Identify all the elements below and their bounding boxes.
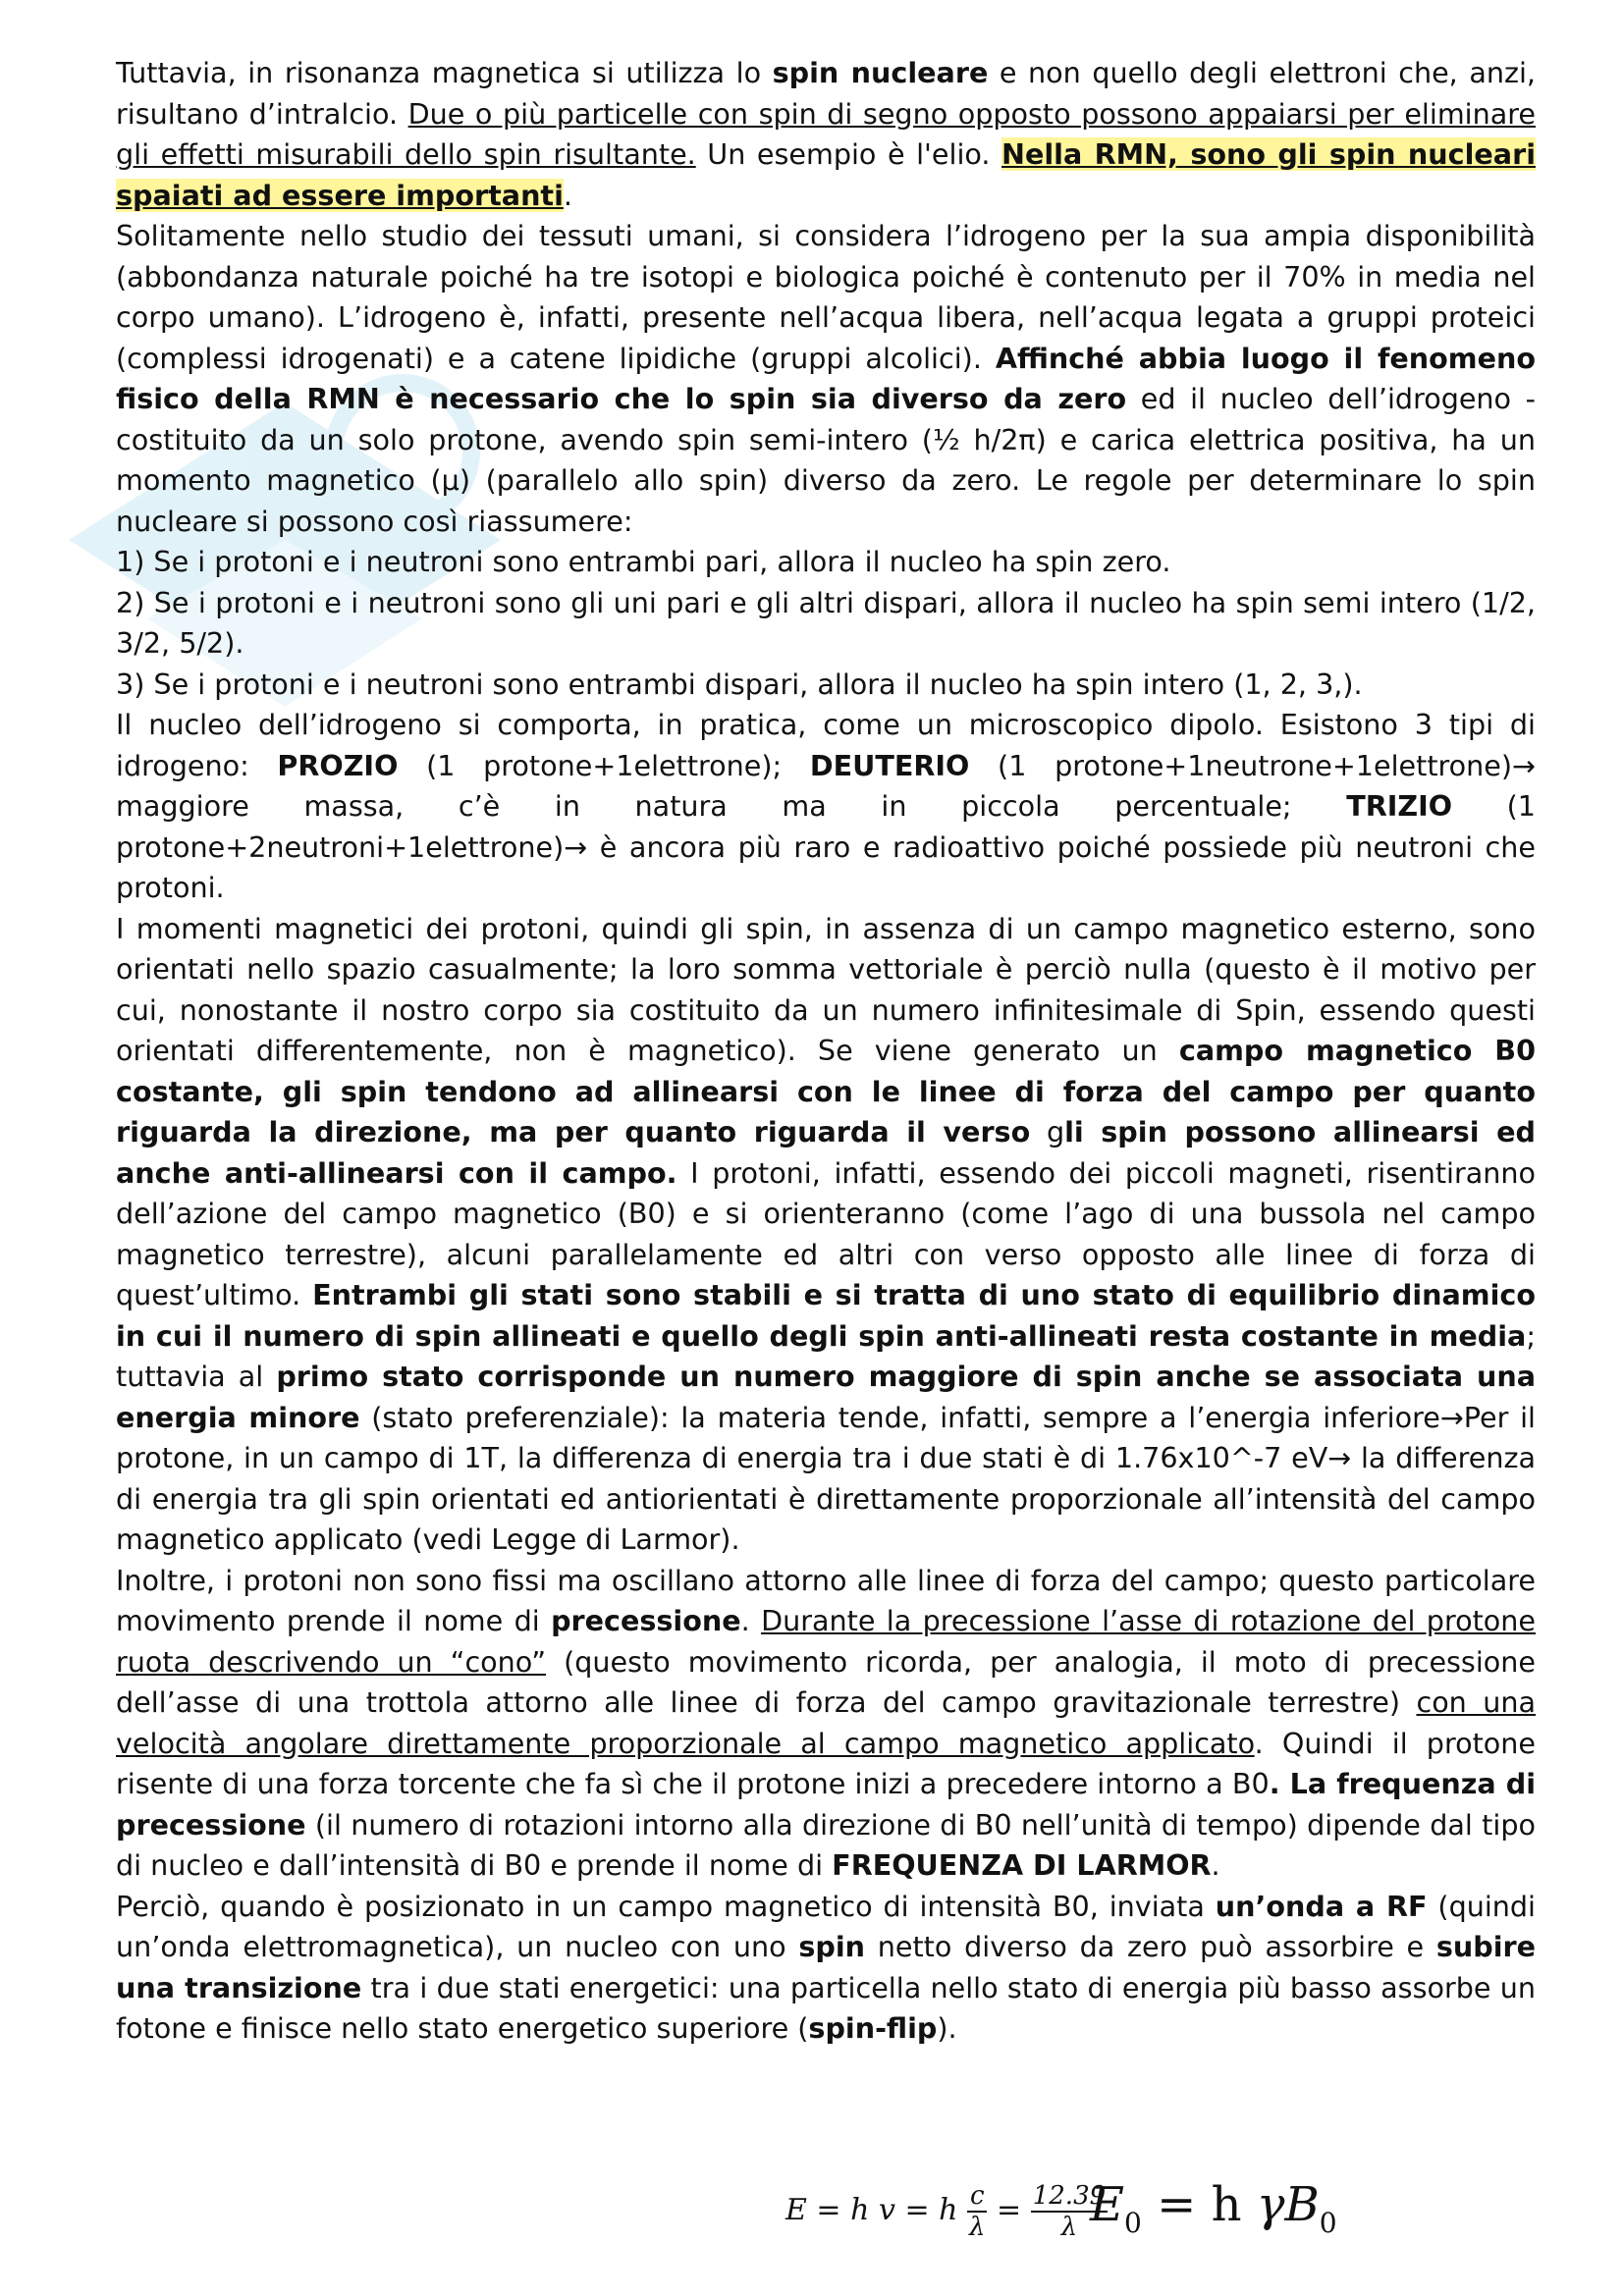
paragraph-p9 xyxy=(116,1887,1536,2050)
text-run: . xyxy=(1211,1848,1220,1882)
text-run: (il numero di rotazioni intorno alla direzione di B0 nell’unità di tempo) dipende dal tipo di nucleo e dall’intensità di B0 e prende il nome di xyxy=(116,1807,1536,1882)
text-run: tra i due stati energetici: una particella nello stato di energia più basso assorbe un fotone e finisce nello stato energetico superiore ( xyxy=(116,1970,1536,2045)
text-run: ed il nucleo dell’idrogeno - costituito da un solo protone, avendo spin semi-intero (½ h/2π) e carica elettrica positiva, ha un momento magnetico (µ) (parallelo allo spin) diverso da zero. Le regole per determinare lo spin nucleare si possono così riassumere: xyxy=(116,382,1536,538)
paragraph-p5 xyxy=(116,665,1536,706)
bold-text: spin xyxy=(798,1930,866,1963)
energy-photon-formula xyxy=(785,2181,1108,2242)
bold-text: TRIZIO xyxy=(1346,789,1453,823)
paragraph-p7 xyxy=(116,909,1536,1561)
bold-text: . La frequenza di precessione xyxy=(116,1767,1536,1842)
bold-text: Entrambi gli stati sono stabili e si tratta di uno stato di equilibrio dinamico in cui il numero di spin allineati e quello degli spin anti-allineati resta costante in media xyxy=(116,1278,1537,1353)
text-run: netto diverso da zero può assorbire e xyxy=(865,1930,1436,1963)
bold-text: Nella RMN, sono gli spin nucleari spaiati ad essere importanti xyxy=(116,137,1536,212)
text-run: I protoni, infatti, essendo dei piccoli magneti, risentiranno dell’azione del campo magnetico (B0) e si orienteranno (come l’ago di una bussola nel campo magnetico terrestre), alcuni parallelamente ed altri con verso opposto alle linee di forza di quest’ultimo. xyxy=(116,1155,1537,1311)
bold-text: primo stato corrisponde un numero maggiore di spin anche se associata una energia minore xyxy=(116,1360,1537,1434)
paragraph-p6 xyxy=(116,705,1536,909)
frac2-denominator: λ xyxy=(1060,2213,1078,2242)
text-run: 3) Se i protoni e i neutroni sono entrambi dispari, allora il nucleo ha spin intero (1, 2, 3,). xyxy=(116,667,1363,701)
text-run: Un esempio è l'elio. xyxy=(695,137,1002,171)
document-body xyxy=(116,53,1536,2050)
text-run: ; tuttavia al xyxy=(116,1318,1536,1393)
frac1-denominator: λ xyxy=(969,2213,986,2242)
bold-text: subire una transizione xyxy=(116,1930,1537,2004)
formula2-sub0: 0 xyxy=(1124,2207,1142,2239)
formula2-E: E xyxy=(1090,2177,1125,2232)
text-run: (stato preferenziale): la materia tende, infatti, sempre a l’energia inferiore→Per il protone, in un campo di 1T, la differenza di energia tra i due stati è di 1.76x10^-7 eV→ la differenza di energia tra gli spin orientati ed antiorientati è direttamente proporzionale all’intensità del campo magnetico applicato (vedi Legge di Larmor). xyxy=(116,1400,1536,1556)
text-run: Il nucleo dell’idrogeno si comporta, in pratica, come un microscopico dipolo. Esistono 3 tipi di idrogeno: xyxy=(116,708,1536,782)
frac1-numerator: c xyxy=(967,2181,987,2213)
text-run: (quindi un’onda elettromagnetica), un nucleo con uno xyxy=(116,1889,1537,1963)
formula2-B: B xyxy=(1284,2177,1320,2232)
text-run: 2) Se i protoni e i neutroni sono gli uni pari e gli altri dispari, allora il nucleo ha spin semi intero (1/2, 3/2, 5/2). xyxy=(116,585,1536,660)
bold-text: spin nucleare xyxy=(772,56,989,89)
formula1-lhs: E = h v = h xyxy=(785,2193,958,2227)
paragraph-p2 xyxy=(116,216,1536,542)
text-run: (1 protone+1elettrone); xyxy=(398,748,810,782)
bold-text: PROZIO xyxy=(277,748,399,782)
text-run: Tuttavia, in risonanza magnetica si utilizza lo xyxy=(116,56,773,89)
text-run: . xyxy=(740,1604,762,1637)
formula2-gamma: γ xyxy=(1256,2177,1285,2232)
text-run: (1 protone+2neutroni+1elettrone)→ è ancora più raro e radioattivo poiché possiede più neutroni che protoni. xyxy=(116,789,1536,904)
bold-text: DEUTERIO xyxy=(809,748,970,782)
text-run: Inoltre, i protoni non sono fissi ma oscillano attorno alle linee di forza del campo; questo particolare movimento prende il nome di xyxy=(116,1563,1536,1637)
text-run: I momenti magnetici dei protoni, quindi gli spin, in assenza di un campo magnetico esterno, sono orientati nello spazio casualmente; la loro somma vettoriale è perciò nulla (questo è il motivo per cui, nonostante il nostro corpo sia costituito da un numero infinitesimale di Spin, essendo questi orientati differentemente, non è magnetico). Se viene generato un xyxy=(116,911,1536,1067)
paragraph-p8 xyxy=(116,1561,1536,1887)
bold-text: li spin possono allinearsi ed anche anti-allinearsi con il campo. xyxy=(116,1115,1537,1190)
text-run: . Quindi il protone risente di una forza torcente che fa sì che il protone inizi a precedere intorno a B0 xyxy=(116,1726,1536,1800)
frac2-numerator: 12.39 xyxy=(1032,2181,1107,2211)
bold-text: precessione xyxy=(551,1604,741,1637)
formula2-equals-h: = h xyxy=(1141,2177,1257,2232)
bold-text: campo magnetico B0 costante, gli spin tendono ad allinearsi con le linee di forza del campo per quanto riguarda la direzione, ma per quanto riguarda il verso xyxy=(116,1034,1536,1148)
underlined-text: Due o più particelle con spin di segno opposto possono appaiarsi per eliminare gli effetti misurabili dello spin risultante. xyxy=(116,96,1536,171)
text-run: 1) Se i protoni e i neutroni sono entrambi pari, allora il nucleo ha spin zero. xyxy=(116,545,1171,578)
bold-text: Affinché abbia luogo il fenomeno fisico della RMN è necessario che lo spin sia diverso da zero xyxy=(116,341,1536,415)
text-run: ). xyxy=(937,2011,957,2045)
underlined-text: Durante la precessione l’asse di rotazione del protone ruota descrivendo un “cono” xyxy=(116,1604,1536,1679)
bold-text: spin-flip xyxy=(808,2011,938,2045)
fraction-c-over-lambda xyxy=(967,2181,987,2242)
bold-text: FREQUENZA DI LARMOR xyxy=(832,1848,1212,1882)
text-run: g xyxy=(1030,1115,1065,1148)
text-run: (1 protone+1neutrone+1elettrone)→ maggiore massa, c’è in natura ma in piccola percentuale; xyxy=(116,748,1536,823)
text-run: Perciò, quando è posizionato in un campo magnetico di intensità B0, inviata xyxy=(116,1889,1216,1923)
bold-text: un’onda a RF xyxy=(1215,1889,1428,1923)
formula2-sub0-b: 0 xyxy=(1319,2207,1337,2239)
paragraph-p4 xyxy=(116,583,1536,665)
formulas-area xyxy=(776,2160,1365,2268)
formula1-equals: = xyxy=(997,2193,1022,2227)
larmor-energy-formula xyxy=(1090,2177,1337,2239)
text-run: Solitamente nello studio dei tessuti umani, si considera l’idrogeno per la sua ampia disponibilità (abbondanza naturale poiché ha tre isotopi e biologica poiché è contenuto per il 70% in media nel corpo umano). L’idrogeno è, infatti, presente nell’acqua libera, nell’acqua legata a gruppi proteici (complessi idrogenati) e a catene lipidiche (gruppi alcolici). xyxy=(116,219,1536,375)
paragraph-p3 xyxy=(116,542,1536,583)
text-run: (questo movimento ricorda, per analogia, il moto di precessione dell’asse di una trottola attorno alle linee di forza del campo gravitazionale terrestre) xyxy=(116,1644,1536,1719)
paragraph-p1 xyxy=(116,53,1536,216)
text-run: . xyxy=(563,178,572,212)
underlined-text: con una velocità angolare direttamente proporzionale al campo magnetico applicato xyxy=(116,1685,1536,1760)
text-run: e non quello degli elettroni che, anzi, risultano d’intralcio. xyxy=(116,56,1537,131)
